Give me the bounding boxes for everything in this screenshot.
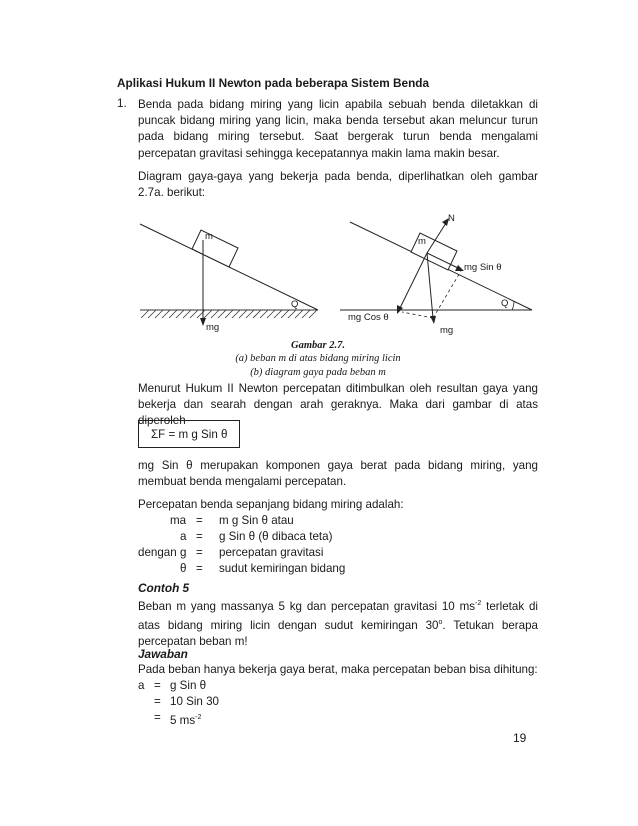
diagram-b: [340, 213, 532, 336]
diagram-a: [140, 224, 318, 333]
sol3-sup: -2: [195, 714, 202, 721]
eq2-lhs: a: [180, 530, 187, 543]
sol1-equals: =: [154, 679, 161, 692]
caption-title: Gambar 2.7.: [291, 340, 345, 351]
answer-title: Jawaban: [138, 647, 188, 661]
example-text-2: terletak di atas bidang miring licin dengan sudut kemiringan 30: [138, 599, 538, 632]
example-title: Contoh 5: [138, 581, 190, 595]
page-number: 19: [513, 731, 527, 745]
def2-equals: =: [196, 562, 203, 575]
example-text-3: . Tetukan berapa percepatan beban m!: [138, 618, 539, 649]
def1-equals: =: [196, 546, 203, 559]
cos-component-arrow: [400, 253, 427, 308]
example-text-1: Beban m yang massanya 5 kg dan percepatan gravitasi 10 ms: [138, 599, 476, 613]
sol3-rhs: 5 ms: [170, 713, 196, 727]
sol2-equals: =: [154, 695, 161, 708]
example-sup: -2: [475, 600, 482, 607]
weight-label-b: mg: [440, 325, 454, 336]
eq1-rhs: m g Sin θ atau: [219, 514, 294, 527]
sol1-lhs: a: [138, 679, 145, 692]
dashed-sin: [433, 271, 461, 318]
normal-label: N: [448, 213, 455, 224]
example-paragraph: [138, 596, 538, 650]
angle-label-a: Q: [291, 299, 299, 310]
example-degree: o: [438, 619, 443, 627]
def1-desc: percepatan gravitasi: [219, 546, 324, 559]
cos-label: mg Cos θ: [348, 312, 389, 323]
weight-label-a: mg: [206, 322, 220, 333]
block-a: [192, 230, 238, 267]
sol3-value: [170, 710, 201, 729]
angle-arc-b: [512, 301, 514, 310]
ground-hatch: [140, 310, 318, 318]
diagram-intro: Diagram gaya-gaya yang bekerja pada benda, diperlihatkan oleh gambar 2.7a. berikut:: [138, 170, 538, 200]
section-heading: Aplikasi Hukum II Newton pada beberapa Sistem Benda: [117, 76, 430, 90]
sol2-rhs: 10 Sin 30: [170, 695, 219, 708]
angle-label-b: Q: [501, 298, 509, 309]
sol1-rhs: g Sin θ: [170, 679, 207, 692]
def1-symbol: g: [180, 546, 187, 559]
formula-box: ΣF = m g Sin θ: [138, 420, 240, 448]
block-label-b: m: [418, 236, 426, 247]
list-number: 1.: [117, 97, 127, 110]
def2-desc: sudut kemiringan bidang: [219, 562, 346, 575]
sol3-equals: =: [154, 711, 161, 724]
eq2-equals: =: [196, 530, 203, 543]
eq1-lhs: ma: [170, 514, 187, 527]
component-paragraph: mg Sin θ merupakan komponen gaya berat pada bidang miring, yang membuat benda mengalami percepatan.: [138, 459, 538, 489]
sin-arrowhead: [455, 265, 464, 271]
eq1-equals: =: [196, 514, 203, 527]
caption-a: (a) beban m di atas bidang miring licin: [235, 353, 401, 364]
answer-intro: Pada beban hanya bekerja gaya berat, maka percepatan beban bisa dihitung:: [138, 663, 538, 676]
item1-paragraph: Benda pada bidang miring yang licin apabila sebuah benda diletakkan di puncak bidang miring yang licin, maka benda tersebut akan meluncur turun pada bidang miring tersebut. Saat bergerak turun benda mengalami percepatan gravitasi sehingga kecepatannya makin lama makin besar.: [138, 98, 538, 160]
sin-label: mg Sin θ: [464, 262, 502, 273]
acceleration-intro: Percepatan benda sepanjang bidang miring adalah:: [138, 498, 404, 511]
newton-paragraph: Menurut Hukum II Newton percepatan ditimbulkan oleh resultan gaya yang bekerja dan searah dengan arah geraknya. Maka dari gambar di atas diperoleh: [138, 382, 538, 428]
dashed-cos: [402, 312, 433, 318]
def2-symbol: θ: [180, 562, 187, 575]
definitions-prefix: dengan: [138, 546, 177, 559]
eq2-rhs: g Sin θ (θ dibaca teta): [219, 530, 333, 543]
figure-2-7: [0, 0, 638, 380]
block-label-a: m: [205, 231, 213, 242]
caption-b: (b) diagram gaya pada beban m: [250, 367, 386, 378]
